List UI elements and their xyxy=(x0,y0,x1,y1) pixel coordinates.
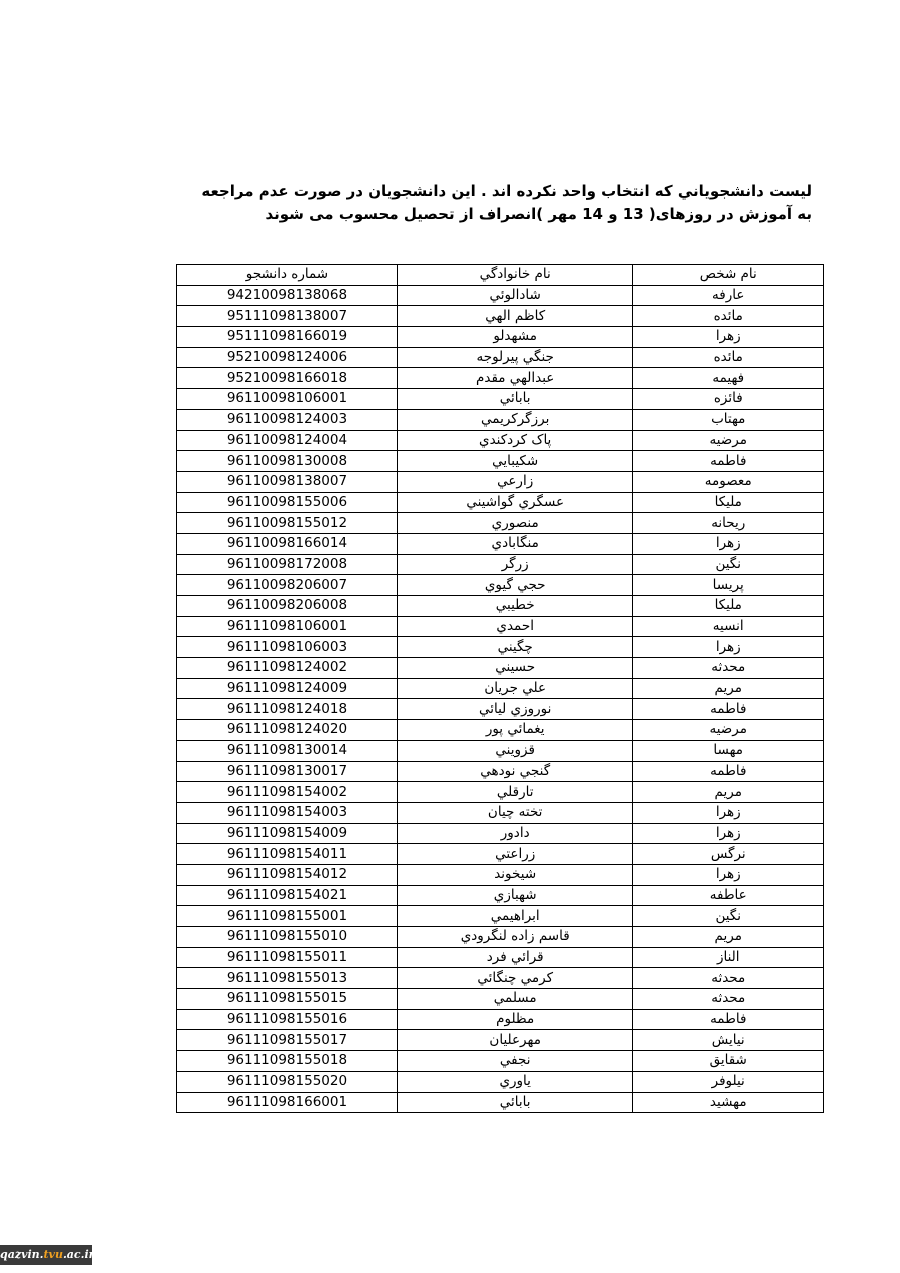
table-row xyxy=(177,492,824,513)
header-first-name: نام شخص xyxy=(633,265,824,286)
cell-first-name: فاطمه xyxy=(633,761,824,782)
cell-last-name: يغمائي پور xyxy=(397,720,633,741)
cell-first-name: مرضيه xyxy=(633,720,824,741)
cell-first-name: عارفه xyxy=(633,285,824,306)
cell-student-id: 96111098154011 xyxy=(177,844,398,865)
table-row xyxy=(177,1071,824,1092)
cell-first-name: نگين xyxy=(633,906,824,927)
cell-student-id: 96111098166001 xyxy=(177,1092,398,1113)
cell-last-name: خطيبي xyxy=(397,596,633,617)
cell-student-id: 95111098138007 xyxy=(177,306,398,327)
table-row xyxy=(177,968,824,989)
cell-first-name: مرضيه xyxy=(633,430,824,451)
cell-first-name: مريم xyxy=(633,678,824,699)
cell-first-name: نرگس xyxy=(633,844,824,865)
table-row xyxy=(177,947,824,968)
cell-student-id: 96111098124009 xyxy=(177,678,398,699)
cell-first-name: مريم xyxy=(633,782,824,803)
table-row xyxy=(177,389,824,410)
table-row xyxy=(177,347,824,368)
table-row xyxy=(177,471,824,492)
table-row xyxy=(177,782,824,803)
table-row xyxy=(177,927,824,948)
cell-first-name: زهرا xyxy=(633,864,824,885)
cell-first-name: زهرا xyxy=(633,823,824,844)
cell-student-id: 96110098124003 xyxy=(177,409,398,430)
cell-first-name: مائده xyxy=(633,347,824,368)
cell-first-name: زهرا xyxy=(633,637,824,658)
header-student-id: شماره دانشجو xyxy=(177,265,398,286)
cell-first-name: محدثه xyxy=(633,989,824,1010)
cell-student-id: 95210098124006 xyxy=(177,347,398,368)
table-row xyxy=(177,678,824,699)
cell-student-id: 96111098124018 xyxy=(177,699,398,720)
table-row xyxy=(177,430,824,451)
cell-last-name: كاظم الهي xyxy=(397,306,633,327)
heading-line-2: به آموزش در روزهای( 13 و 14 مهر )انصراف از تحصيل محسوب می شوند xyxy=(265,205,812,223)
cell-student-id: 96111098124002 xyxy=(177,658,398,679)
cell-student-id: 96111098106001 xyxy=(177,616,398,637)
cell-student-id: 96111098154003 xyxy=(177,802,398,823)
cell-student-id: 96110098138007 xyxy=(177,471,398,492)
cell-student-id: 96111098155017 xyxy=(177,1030,398,1051)
site-watermark xyxy=(0,1245,95,1265)
cell-last-name: مسلمي xyxy=(397,989,633,1010)
cell-last-name: دادور xyxy=(397,823,633,844)
cell-first-name: الناز xyxy=(633,947,824,968)
cell-student-id: 96111098130014 xyxy=(177,740,398,761)
table-row xyxy=(177,327,824,348)
table-row xyxy=(177,906,824,927)
cell-student-id: 96110098206007 xyxy=(177,575,398,596)
table-row xyxy=(177,554,824,575)
cell-last-name: ابراهيمي xyxy=(397,906,633,927)
cell-first-name: فاطمه xyxy=(633,699,824,720)
watermark-accent: tvu xyxy=(43,1248,63,1261)
cell-last-name: شهبازي xyxy=(397,885,633,906)
watermark-prefix: qazvin. xyxy=(0,1248,44,1261)
cell-last-name: تخته چيان xyxy=(397,802,633,823)
cell-first-name: محدثه xyxy=(633,968,824,989)
cell-student-id: 96111098155016 xyxy=(177,1009,398,1030)
table-row xyxy=(177,1051,824,1072)
table-row xyxy=(177,306,824,327)
cell-last-name: قزويني xyxy=(397,740,633,761)
cell-first-name: عاطفه xyxy=(633,885,824,906)
cell-student-id: 95111098166019 xyxy=(177,327,398,348)
cell-first-name: مهشيد xyxy=(633,1092,824,1113)
cell-student-id: 95210098166018 xyxy=(177,368,398,389)
table-row xyxy=(177,885,824,906)
cell-student-id: 96111098155015 xyxy=(177,989,398,1010)
cell-first-name: محدثه xyxy=(633,658,824,679)
cell-student-id: 96111098106003 xyxy=(177,637,398,658)
cell-student-id: 94210098138068 xyxy=(177,285,398,306)
cell-student-id: 96110098155006 xyxy=(177,492,398,513)
cell-student-id: 96111098154002 xyxy=(177,782,398,803)
cell-student-id: 96110098172008 xyxy=(177,554,398,575)
cell-student-id: 96111098154009 xyxy=(177,823,398,844)
cell-student-id: 96111098155018 xyxy=(177,1051,398,1072)
table-row xyxy=(177,1009,824,1030)
cell-last-name: كرمي چنگائي xyxy=(397,968,633,989)
cell-last-name: مهرعليان xyxy=(397,1030,633,1051)
cell-first-name: مهتاب xyxy=(633,409,824,430)
cell-student-id: 96111098154021 xyxy=(177,885,398,906)
table-row xyxy=(177,802,824,823)
cell-first-name: نيلوفر xyxy=(633,1071,824,1092)
cell-student-id: 96110098155012 xyxy=(177,513,398,534)
cell-last-name: حسيني xyxy=(397,658,633,679)
table-row xyxy=(177,658,824,679)
cell-student-id: 96110098106001 xyxy=(177,389,398,410)
cell-last-name: برزگركريمي xyxy=(397,409,633,430)
cell-first-name: زهرا xyxy=(633,327,824,348)
cell-last-name: شيخوند xyxy=(397,864,633,885)
cell-student-id: 96111098155013 xyxy=(177,968,398,989)
cell-last-name: تارقلي xyxy=(397,782,633,803)
cell-last-name: زارعي xyxy=(397,471,633,492)
table-row xyxy=(177,761,824,782)
cell-student-id: 96110098206008 xyxy=(177,596,398,617)
cell-last-name: منصوري xyxy=(397,513,633,534)
table-row xyxy=(177,823,824,844)
cell-last-name: نجفي xyxy=(397,1051,633,1072)
table-row xyxy=(177,844,824,865)
cell-student-id: 96110098166014 xyxy=(177,533,398,554)
cell-student-id: 96111098155010 xyxy=(177,927,398,948)
cell-last-name: قاسم زاده لنگرودي xyxy=(397,927,633,948)
cell-last-name: شادالوئي xyxy=(397,285,633,306)
cell-last-name: جنگي پيرلوجه xyxy=(397,347,633,368)
heading-line-1: ليست دانشجوياني كه انتخاب واحد نكرده اند . اين دانشجويان در صورت عدم مراجعه xyxy=(201,182,812,200)
table-row xyxy=(177,864,824,885)
cell-first-name: فاطمه xyxy=(633,451,824,472)
cell-first-name: انسيه xyxy=(633,616,824,637)
cell-first-name: فائزه xyxy=(633,389,824,410)
cell-last-name: زراعتي xyxy=(397,844,633,865)
table-row xyxy=(177,740,824,761)
table-row xyxy=(177,513,824,534)
cell-first-name: پريسا xyxy=(633,575,824,596)
table-row xyxy=(177,1092,824,1113)
table-row xyxy=(177,596,824,617)
students-table xyxy=(176,264,824,1113)
watermark-suffix: .ac.ir xyxy=(62,1248,95,1261)
table-row xyxy=(177,533,824,554)
cell-first-name: زهرا xyxy=(633,533,824,554)
cell-last-name: علي جريان xyxy=(397,678,633,699)
cell-first-name: نيايش xyxy=(633,1030,824,1051)
cell-first-name: مائده xyxy=(633,306,824,327)
table-row xyxy=(177,451,824,472)
cell-first-name: فهيمه xyxy=(633,368,824,389)
table-row xyxy=(177,989,824,1010)
table-row xyxy=(177,285,824,306)
cell-last-name: پاک كردكندي xyxy=(397,430,633,451)
table-row xyxy=(177,1030,824,1051)
table-row xyxy=(177,575,824,596)
cell-student-id: 96110098124004 xyxy=(177,430,398,451)
cell-student-id: 96111098130017 xyxy=(177,761,398,782)
cell-first-name: نگين xyxy=(633,554,824,575)
cell-last-name: عبدالهي مقدم xyxy=(397,368,633,389)
cell-first-name: مليكا xyxy=(633,492,824,513)
cell-student-id: 96111098154012 xyxy=(177,864,398,885)
cell-last-name: مظلوم xyxy=(397,1009,633,1030)
cell-last-name: حجي گيوي xyxy=(397,575,633,596)
cell-first-name: مريم xyxy=(633,927,824,948)
cell-last-name: گنجي نودهي xyxy=(397,761,633,782)
table-body xyxy=(177,285,824,1113)
cell-last-name: بابائي xyxy=(397,1092,633,1113)
table-row xyxy=(177,720,824,741)
table-header-row xyxy=(177,265,824,286)
cell-last-name: مشهدلو xyxy=(397,327,633,348)
cell-last-name: احمدي xyxy=(397,616,633,637)
cell-first-name: مهسا xyxy=(633,740,824,761)
cell-last-name: بابائي xyxy=(397,389,633,410)
cell-student-id: 96111098124020 xyxy=(177,720,398,741)
table-row xyxy=(177,699,824,720)
cell-last-name: زرگر xyxy=(397,554,633,575)
cell-last-name: نوروزي ليائي xyxy=(397,699,633,720)
table-row xyxy=(177,409,824,430)
cell-first-name: معصومه xyxy=(633,471,824,492)
cell-last-name: ياوري xyxy=(397,1071,633,1092)
table-row xyxy=(177,637,824,658)
cell-first-name: ريحانه xyxy=(633,513,824,534)
cell-first-name: شقايق xyxy=(633,1051,824,1072)
cell-student-id: 96111098155011 xyxy=(177,947,398,968)
table-row xyxy=(177,616,824,637)
cell-last-name: شكيبايي xyxy=(397,451,633,472)
cell-student-id: 96111098155020 xyxy=(177,1071,398,1092)
cell-last-name: عسگري گواشيني xyxy=(397,492,633,513)
cell-last-name: قرائي فرد xyxy=(397,947,633,968)
cell-student-id: 96111098155001 xyxy=(177,906,398,927)
cell-first-name: زهرا xyxy=(633,802,824,823)
cell-first-name: فاطمه xyxy=(633,1009,824,1030)
table-row xyxy=(177,368,824,389)
cell-first-name: مليكا xyxy=(633,596,824,617)
page-heading xyxy=(150,180,812,226)
cell-last-name: چگيني xyxy=(397,637,633,658)
header-last-name: نام خانوادگي xyxy=(397,265,633,286)
cell-student-id: 96110098130008 xyxy=(177,451,398,472)
cell-last-name: منگابادي xyxy=(397,533,633,554)
